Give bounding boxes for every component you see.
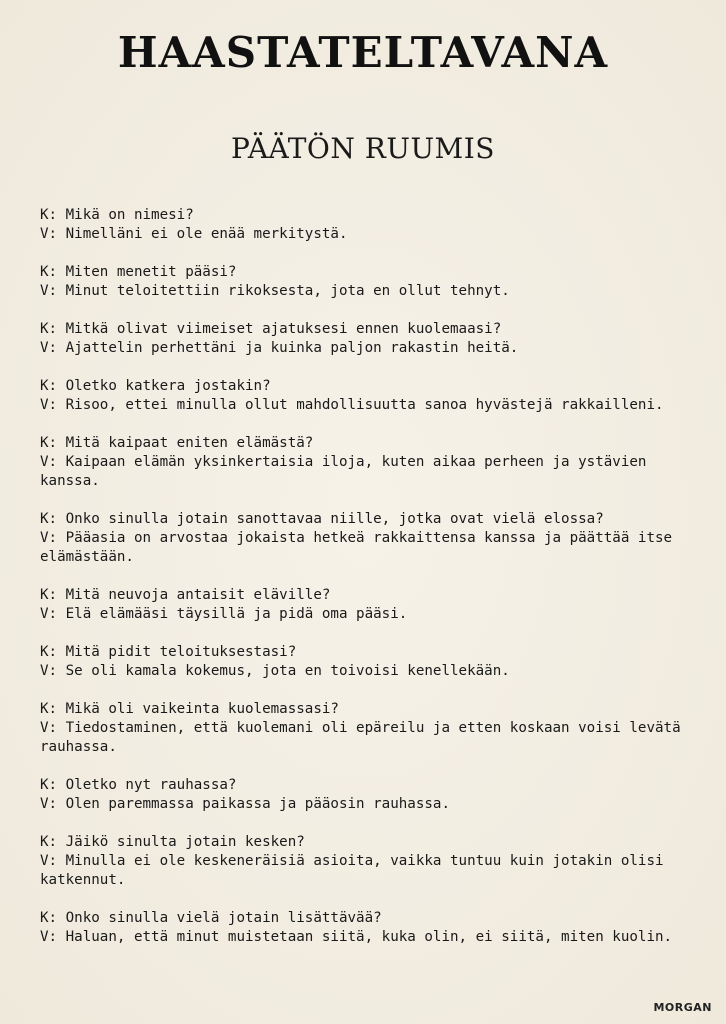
answer-text: V: Tiedostaminen, että kuolemani oli epäreilu ja etten koskaan voisi levätä rauhassa. bbox=[40, 720, 681, 755]
answer-text: V: Elä elämääsi täysillä ja pidä oma pääsi. bbox=[40, 606, 408, 622]
question-text: K: Jäikö sinulta jotain kesken? bbox=[40, 834, 305, 850]
answer-text: V: Olen paremmassa paikassa ja pääosin rauhassa. bbox=[40, 796, 450, 812]
qa-item bbox=[40, 206, 700, 244]
answer-text: V: Ajattelin perhettäni ja kuinka paljon rakastin heitä. bbox=[40, 340, 519, 356]
qa-item bbox=[40, 909, 700, 947]
qa-item bbox=[40, 434, 700, 491]
answer-text: V: Minut teloitettiin rikoksesta, jota en ollut tehnyt. bbox=[40, 283, 510, 299]
interview-list bbox=[40, 206, 700, 966]
question-text: K: Miten menetit pääsi? bbox=[40, 264, 237, 280]
answer-text: V: Se oli kamala kokemus, jota en toivoisi kenellekään. bbox=[40, 663, 510, 679]
qa-item bbox=[40, 586, 700, 624]
answer-text: V: Haluan, että minut muistetaan siitä, kuka olin, ei siitä, miten kuolin. bbox=[40, 929, 673, 945]
artist-signature: MORGAN bbox=[653, 1001, 712, 1014]
page-title: HAASTATELTAVANA bbox=[117, 28, 609, 77]
question-text: K: Mikä oli vaikeinta kuolemassasi? bbox=[40, 701, 339, 717]
qa-item bbox=[40, 320, 700, 358]
qa-item bbox=[40, 510, 700, 567]
answer-text: V: Nimelläni ei ole enää merkitystä. bbox=[40, 226, 348, 242]
question-text: K: Onko sinulla jotain sanottavaa niille, jotka ovat vielä elossa? bbox=[40, 511, 604, 527]
question-text: K: Mitä kaipaat eniten elämästä? bbox=[40, 435, 314, 451]
question-text: K: Oletko nyt rauhassa? bbox=[40, 777, 237, 793]
question-text: K: Oletko katkera jostakin? bbox=[40, 378, 271, 394]
question-text: K: Mitä pidit teloituksestasi? bbox=[40, 644, 297, 660]
qa-item bbox=[40, 377, 700, 415]
question-text: K: Onko sinulla vielä jotain lisättävää? bbox=[40, 910, 382, 926]
qa-item bbox=[40, 776, 700, 814]
answer-text: V: Minulla ei ole keskeneräisiä asioita, vaikka tuntuu kuin jotakin olisi katkennut. bbox=[40, 853, 664, 888]
answer-text: V: Pääasia on arvostaa jokaista hetkeä rakkaittensa kanssa ja päättää itse elämästään. bbox=[40, 530, 673, 565]
answer-text: V: Kaipaan elämän yksinkertaisia iloja, kuten aikaa perheen ja ystävien kanssa. bbox=[40, 454, 647, 489]
question-text: K: Mitä neuvoja antaisit eläville? bbox=[40, 587, 331, 603]
qa-item bbox=[40, 700, 700, 757]
question-text: K: Mikä on nimesi? bbox=[40, 207, 194, 223]
qa-item bbox=[40, 833, 700, 890]
page-subtitle: PÄÄTÖN RUUMIS bbox=[231, 132, 495, 165]
qa-item bbox=[40, 263, 700, 301]
qa-item bbox=[40, 643, 700, 681]
question-text: K: Mitkä olivat viimeiset ajatuksesi ennen kuolemaasi? bbox=[40, 321, 502, 337]
answer-text: V: Risoo, ettei minulla ollut mahdollisuutta sanoa hyvästejä rakkailleni. bbox=[40, 397, 664, 413]
